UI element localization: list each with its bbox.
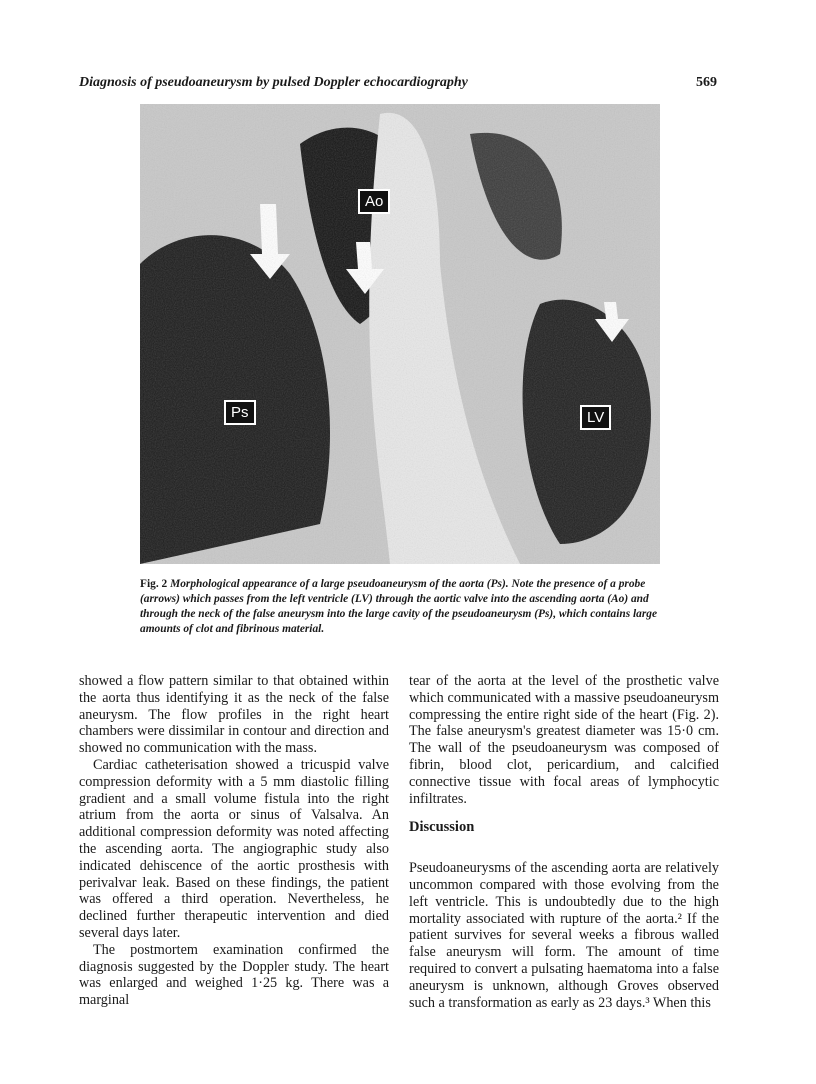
- paragraph: The postmortem examination confirmed the diagnosis suggested by the Doppler study. The heart was enlarged and weighed 1·25 kg. There was a marginal: [79, 941, 389, 1009]
- figure-label-ao: Ao: [358, 189, 390, 214]
- figure-caption: [140, 577, 680, 637]
- paragraph: Pseudoaneurysms of the ascending aorta are relatively uncommon compared with those evolving from the left ventricle. This is undoubtedly due to the high mortality associated with rupture of the aorta.² If the patient survives for several weeks a fibrous walled false aneurysm will form. The amount of time required to convert a pulsating haematoma into a false aneurysm is unknown, although Groves observed such a transformation as early as 23 days.³ When this: [409, 860, 719, 1011]
- right-column: [409, 673, 719, 1011]
- section-heading: Discussion: [409, 819, 475, 836]
- paragraph: tear of the aorta at the level of the prosthetic valve which communicated with a massive pseudoaneurysm compressing the entire right side of the heart (Fig. 2). The false aneurysm's greatest diameter was 15·0 cm. The wall of the pseudoaneurysm was composed of fibrin, blood clot, pericardium, and calcified connective tissue with focal areas of lymphocytic infiltrates.: [409, 673, 719, 807]
- figure-number: Fig. 2: [140, 578, 168, 590]
- page-number: 569: [696, 75, 717, 90]
- specimen-image: [140, 104, 660, 564]
- paragraph: showed a flow pattern similar to that obtained within the aorta thus identifying it as the neck of the false aneurysm. The flow profiles in the right heart chambers were dissimilar in contour and direction and showed no communication with the mass.: [79, 673, 389, 757]
- specimen-photograph: [140, 104, 660, 564]
- running-title: Diagnosis of pseudoaneurysm by pulsed Doppler echocardiography: [79, 75, 468, 90]
- caption-text: Morphological appearance of a large pseudoaneurysm of the aorta (Ps). Note the presence of a probe (arrows) which passes from the left ventricle (LV) through the aortic valve into the ascending aorta (Ao) and through the neck of the false aneurysm into the large cavity of the pseudoaneurysm (Ps), which contains large amounts of clot and fibrinous material.: [140, 578, 658, 635]
- figure-label-ps: Ps: [224, 400, 256, 425]
- figure-label-lv: LV: [580, 405, 611, 430]
- left-column: [79, 673, 389, 1009]
- paragraph: Cardiac catheterisation showed a tricuspid valve compression deformity with a 5 mm diastolic filling gradient and a small volume fistula into the right atrium from the aorta or sinus of Valsalva. An additional compression deformity was noted affecting the ascending aorta. The angiographic study also indicated dehiscence of the aortic prosthesis with perivalvar leak. Based on these findings, the patient was offered a third operation. Nevertheless, he declined further therapeutic intervention and died several days later.: [79, 756, 389, 941]
